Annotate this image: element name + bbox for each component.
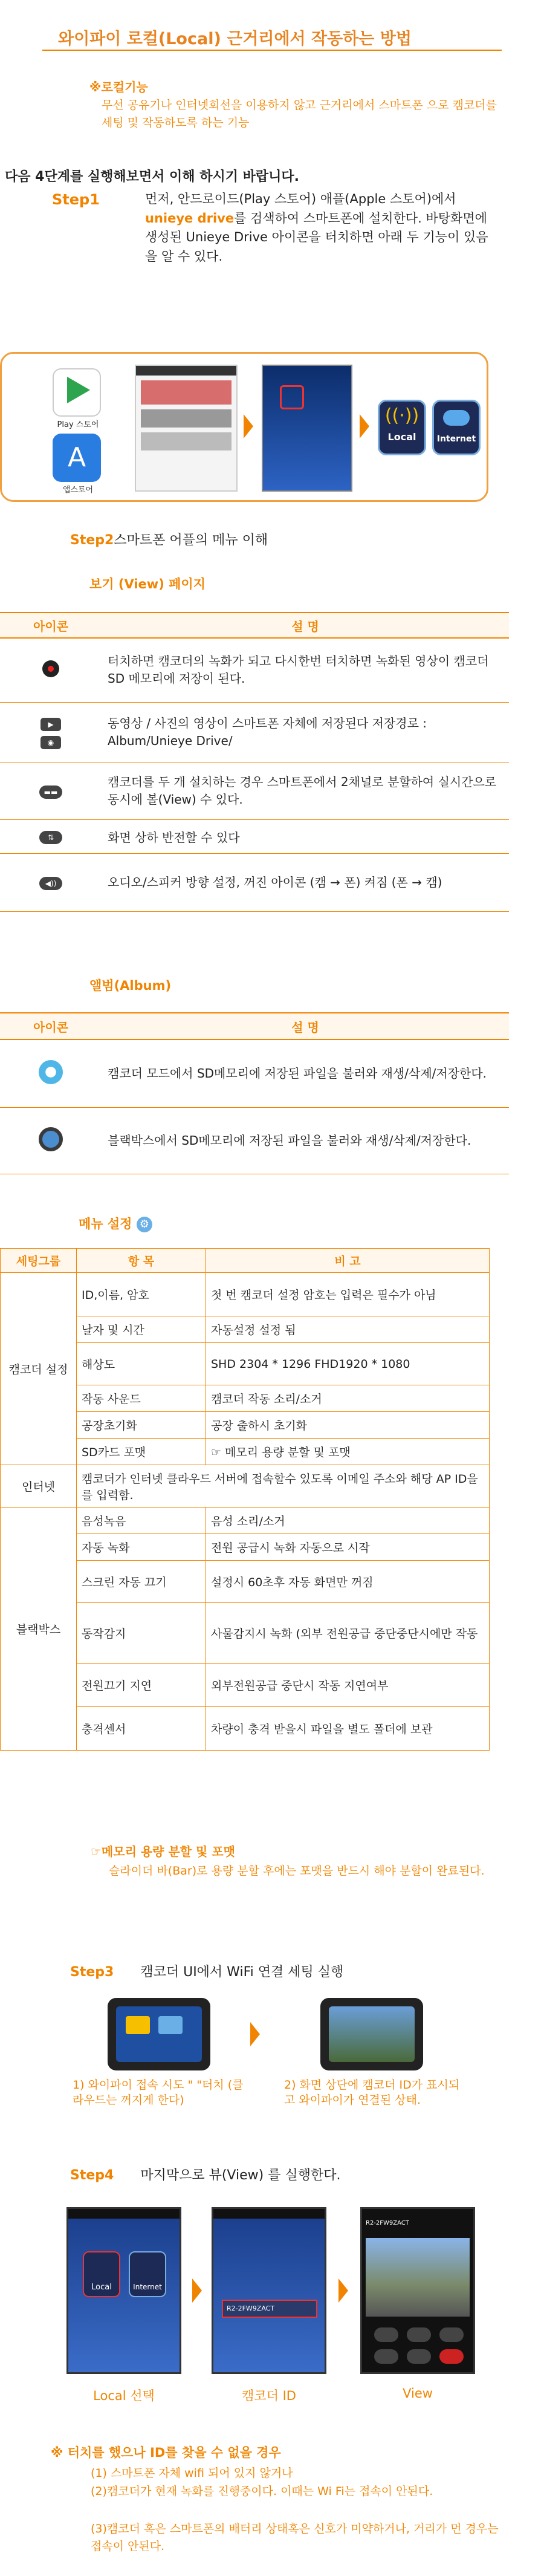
camcorder-screen-1 (108, 1998, 210, 2070)
album-table (0, 1012, 509, 1174)
step2-label: Step2 (70, 533, 114, 548)
steps-lead: 다음 4단계를 실행해보면서 이해 하시기 바랍니다. (5, 169, 300, 184)
view-table (0, 612, 509, 912)
record-icon[interactable] (439, 2349, 464, 2364)
col-desc-header: 설 명 (102, 1013, 509, 1039)
menu-item: 충격센서 (77, 1707, 206, 1751)
col-desc-header: 설 명 (102, 613, 509, 638)
table-row (0, 819, 509, 853)
row-desc: 터치하면 캠코더의 녹화가 되고 다시한번 터치하면 녹화된 영상이 캠코더 SD 메모리에 저장이 된다. (102, 638, 509, 702)
phone-screen-id (212, 2207, 326, 2374)
menu-heading (79, 1214, 152, 1232)
arrow-right-icon (192, 2278, 202, 2303)
menu-item: ID,이름, 암호 (77, 1273, 206, 1316)
menu-note: 설정시 60초후 자동 화면만 꺼짐 (206, 1561, 490, 1603)
record-icon[interactable] (42, 660, 59, 677)
menu-note: 첫 번 캠코더 설정 암호는 입력은 필수가 아님 (206, 1273, 490, 1316)
table-row (0, 1107, 509, 1174)
col-icon-header: 아이콘 (0, 1013, 102, 1039)
menu-item: 해상도 (77, 1343, 206, 1385)
step1-label: Step1 (52, 191, 100, 208)
step2-line (70, 530, 268, 548)
memory-note-heading: ☞메모리 용량 분할 및 포맷 (91, 1844, 235, 1859)
internet-button-icon (432, 400, 481, 455)
wifi-icon[interactable] (126, 2016, 150, 2034)
group-blackbox: 블랙박스 (1, 1508, 77, 1751)
home-screen-screenshot (262, 365, 352, 492)
album-heading: 앨범(Album) (89, 978, 172, 993)
step4-line (70, 2165, 340, 2184)
arrow-right-icon (338, 2278, 348, 2303)
page-title: 와이파이 로컬(Local) 근거리에서 작동하는 방법 (58, 30, 412, 48)
menu-table (0, 1248, 490, 1751)
group-camcorder: 캠코더 설정 (1, 1273, 77, 1465)
cloud-icon[interactable] (158, 2016, 183, 2034)
menu-note: 캠코더 작동 소리/소거 (206, 1385, 490, 1412)
view-control-icon[interactable] (407, 2327, 431, 2342)
view-control-icon[interactable] (374, 2327, 398, 2342)
local-label: Local (387, 431, 416, 443)
phone-screen-local (66, 2207, 181, 2374)
table-row (1, 1273, 490, 1316)
local-option[interactable]: Local (83, 2251, 120, 2297)
camcorder-album-icon[interactable] (39, 1060, 63, 1084)
step1-text-b: 를 검색하여 스마트폰에 설치한다. 바탕화면에 생성된 Unieye Drive 아이콘을 터치하면 아래 두 기능이 있음을 알 수 있다. (145, 210, 488, 264)
col-group-header: 세팅그룹 (1, 1249, 77, 1273)
step4-caption-3: View (403, 2386, 433, 2401)
row-desc: 블랙박스에서 SD메모리에 저장된 파일을 불러와 재생/삭제/저장한다. (102, 1107, 509, 1174)
table-row (1, 1508, 490, 1534)
menu-item: 동작감지 (77, 1603, 206, 1664)
app-store-label: 앱스토어 (62, 486, 94, 495)
speaker-icon[interactable]: ◀)) (39, 877, 62, 890)
table-row (0, 763, 509, 819)
view-control-icon[interactable] (374, 2349, 398, 2364)
view-page-heading: 보기 (View) 페이지 (89, 577, 206, 591)
memory-note-text: 슬라이더 바(Bar)로 용량 분할 후에는 포맷을 반드시 해야 분할이 완료된다. (109, 1864, 485, 1878)
menu-item: 자동 녹화 (77, 1534, 206, 1561)
app-store-icon: A (53, 434, 101, 482)
flip-icon[interactable]: ⇅ (39, 831, 62, 844)
step3-caption-2: 2) 화면 상단에 캠코더 ID가 표시되고 와이파이가 연결된 상태. (284, 2078, 460, 2107)
row-desc: 캠코더 모드에서 SD메모리에 저장된 파일을 불러와 재생/삭제/저장한다. (102, 1039, 509, 1107)
intro-heading: ※로컬기능 (89, 80, 148, 94)
menu-item: 작동 사운드 (77, 1385, 206, 1412)
menu-note: 차량이 충격 받을시 파일을 별도 폴더에 보관 (206, 1707, 490, 1751)
menu-item: 전원끄기 지연 (77, 1664, 206, 1707)
table-row (0, 853, 509, 911)
local-button-icon: ((·)) Local (378, 400, 426, 455)
arrow-right-icon (250, 2022, 260, 2046)
row-desc: 캠코더를 두 개 설치하는 경우 스마트폰에서 2채널로 분할하여 실시간으로 동시에 볼(View) 수 있다. (102, 763, 509, 819)
step3-text: 캠코더 UI에서 WiFi 연결 세팅 실행 (140, 1965, 344, 1980)
trouble-heading: ※ 터치를 했으나 ID를 찾을 수 없을 경우 (51, 2445, 281, 2460)
step4-caption-2: 캠코더 ID (242, 2389, 296, 2403)
intro-text: 무선 공유기나 인터넷회선을 이용하지 않고 근거리에서 스마트폰 으로 캠코더를 세팅 및 작동하도록 하는 기능 (102, 99, 497, 130)
menu-item: 캠코더가 인터넷 클라우드 서버에 접속할수 있도록 이메일 주소와 해당 AP ID을 를 입력함. (77, 1465, 490, 1508)
step3-caption-1: 1) 와이파이 접속 시도 " "터치 (클라우드는 꺼지게 한다) (73, 2078, 244, 2107)
trouble-item-3: (3)캠코더 혹은 스마트폰의 배터리 상태혹은 신호가 미약하거나, 거리가 먼 경우는 접속이 안된다. (91, 2522, 499, 2554)
step3-label: Step3 (70, 1965, 114, 1980)
play-store-label: Play 스토어 (57, 420, 99, 429)
step2-text: 스마트폰 어플의 메뉴 이해 (114, 533, 268, 548)
table-row (0, 638, 509, 702)
view-camcorder-id: R2-2FW9ZACT (366, 2220, 409, 2226)
menu-note: 자동설정 설정 됨 (206, 1316, 490, 1343)
step4-text: 마지막으로 뷰(View) 를 실행한다. (140, 2168, 341, 2183)
app-name: unieye drive (145, 210, 235, 226)
blackbox-album-icon[interactable] (39, 1127, 63, 1151)
trouble-item-2: (2)캠코더가 현재 녹화를 진행중이다. 이때는 Wi Fi는 접속이 안된다. (91, 2485, 433, 2498)
arrow-right-icon (360, 414, 369, 438)
menu-item: 날자 및 시간 (77, 1316, 206, 1343)
menu-note: 외부전원공급 중단시 작동 지연여부 (206, 1664, 490, 1707)
view-control-icon[interactable] (407, 2349, 431, 2364)
camcorder-screen-2 (320, 1998, 423, 2070)
menu-note: 음성 소리/소거 (206, 1508, 490, 1534)
col-icon-header: 아이콘 (0, 613, 102, 638)
row-desc: 화면 상하 반전할 수 있다 (102, 819, 509, 853)
step4-label: Step4 (70, 2168, 114, 2183)
store-search-screenshot (135, 365, 238, 492)
arrow-right-icon (244, 414, 253, 438)
step1-text (145, 190, 490, 266)
row-desc: 동영상 / 사진의 영상이 스마트폰 자체에 저장된다 저장경로 : Album/Unieye Drive/ (102, 702, 509, 763)
internet-label: Internet (436, 434, 476, 444)
table-row (1, 1465, 490, 1508)
table-row (0, 702, 509, 763)
menu-note: 사물감지시 녹화 (외부 전원공급 중단중단시에만 작동 (206, 1603, 490, 1664)
view-control-icon[interactable] (439, 2327, 464, 2342)
table-row (0, 1039, 509, 1107)
menu-note: 공장 출하시 초기화 (206, 1412, 490, 1439)
title-underline (42, 50, 502, 51)
group-internet: 인터넷 (1, 1465, 77, 1508)
menu-note: ☞ 메모리 용량 분할 및 포맷 (206, 1439, 490, 1465)
video-icon[interactable]: ▶ (40, 718, 61, 731)
trouble-item-1: (1) 스마트폰 자체 wifi 되어 있지 않거나 (91, 2467, 293, 2480)
camcorder-id-option[interactable]: R2-2FW9ZACT (222, 2300, 317, 2318)
menu-item: 음성녹음 (77, 1508, 206, 1534)
camera-icon[interactable]: ◉ (40, 736, 61, 749)
menu-note: SHD 2304 * 1296 FHD1920 * 1080 (206, 1343, 490, 1385)
dual-cam-icon[interactable]: ▬▬ (39, 785, 62, 799)
menu-item: 스크린 자동 끄기 (77, 1561, 206, 1603)
gear-icon[interactable]: ⚙ (137, 1217, 152, 1232)
menu-item: SD카드 포맷 (77, 1439, 206, 1465)
col-item-header: 항 목 (77, 1249, 206, 1273)
col-note-header: 비 고 (206, 1249, 490, 1273)
internet-option[interactable]: Internet (129, 2251, 166, 2297)
step4-caption-1: Local 선택 (93, 2389, 155, 2403)
phone-screen-view (360, 2207, 475, 2374)
menu-item: 공장초기화 (77, 1412, 206, 1439)
row-desc: 오디오/스피커 방향 설정, 꺼진 아이콘 (캠 → 폰) 켜짐 (폰 → 캠) (102, 853, 509, 911)
menu-heading-text: 메뉴 설정 (79, 1217, 132, 1231)
app-banner (0, 352, 488, 502)
step3-line (70, 1962, 343, 1980)
step1-text-a: 먼저, 안드로이드(Play 스토어) 애플(Apple 스토어)에서 (145, 192, 456, 206)
play-store-icon (53, 368, 101, 417)
menu-note: 전원 공급시 녹화 자동으로 시작 (206, 1534, 490, 1561)
